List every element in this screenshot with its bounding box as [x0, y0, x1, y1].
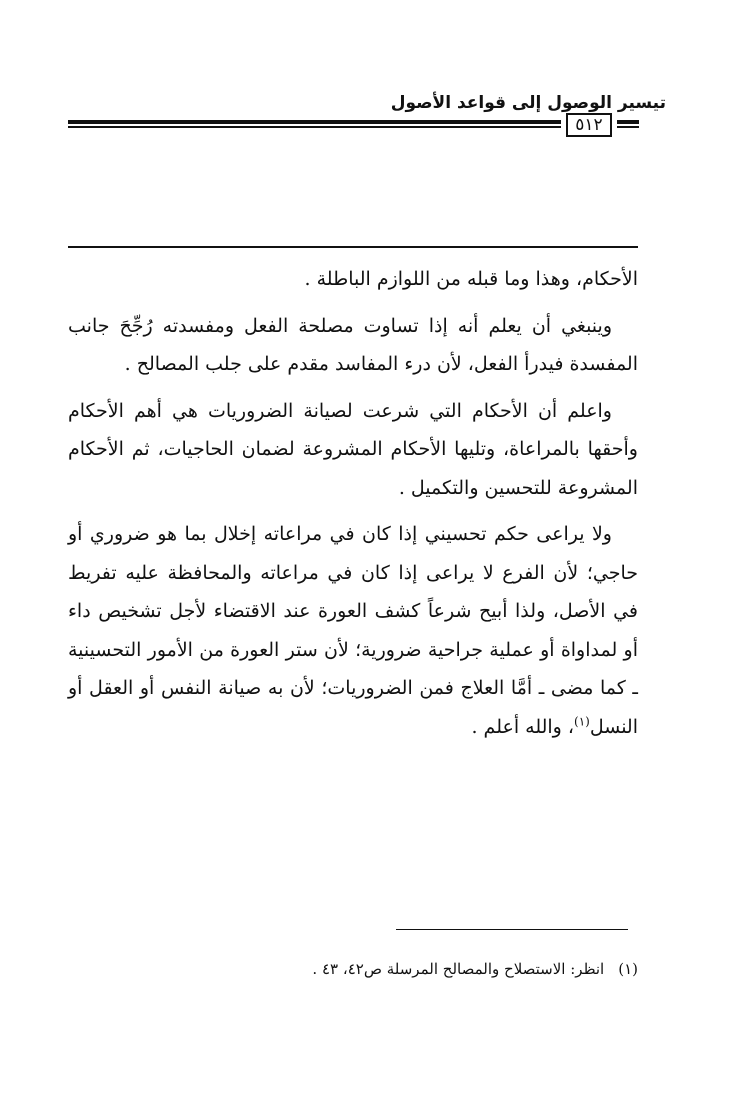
header-rule-thin-line — [68, 126, 561, 128]
header-rule-thick-line — [68, 120, 561, 124]
paragraph-1: الأحكام، وهذا وما قبله من اللوازم الباطلة . — [304, 268, 638, 290]
header-tail-thick-line — [617, 120, 639, 124]
paragraph-4 — [68, 515, 638, 746]
running-title: تيسير الوصول إلى قواعد الأصول — [390, 93, 666, 113]
footnote-marker-1: (١) — [574, 714, 590, 729]
text-top-rule — [68, 246, 638, 248]
header-double-rule — [68, 120, 561, 130]
header-rule-tail — [617, 120, 639, 130]
footnote-separator — [396, 929, 628, 930]
main-text — [68, 260, 638, 754]
header-tail-thin-line — [617, 126, 639, 128]
paragraph-2: وينبغي أن يعلم أنه إذا تساوت مصلحة الفعل ومفسدته رُجِّحَ جانب المفسدة فيدرأ الفعل، لأن درء المفاسد مقدم على جلب المصالح . — [68, 314, 638, 375]
page-number: ٥١٢ — [566, 113, 612, 137]
paragraph-3: واعلم أن الأحكام التي شرعت لصيانة الضروريات هي أهم الأحكام وأحقها بالمراعاة، وتليها الأحكام المشروعة لضمان الحاجيات، ثم الأحكام المشروعة للتحسين والتكميل . — [68, 399, 638, 499]
footnote-number: (١) — [618, 960, 638, 978]
paragraph-4-ending: ، والله أعلم . — [471, 715, 575, 738]
footnote-text: انظر: الاستصلاح والمصالح المرسلة ص٤٢، ٤٣ . — [312, 960, 605, 978]
footnote-1 — [68, 956, 638, 982]
paragraph-4-text: ولا يراعى حكم تحسيني إذا كان في مراعاته إخلال بما هو ضروري أو حاجي؛ لأن الفرع لا يراعى إذا كان في مراعاته والمحافظة عليه تفريط في الأصل، ولذا أبيح شرعاً كشف العورة عند الاقتضاء لأجل تشخيص داء أو لمداواة أو عملية جراحية ضرورية؛ لأن ستر العورة من الأمور التحسينية ـ كما مضى ـ أمَّا العلاج فمن الضروريات؛ لأن به صيانة النفس أو العقل أو النسل — [68, 523, 638, 738]
